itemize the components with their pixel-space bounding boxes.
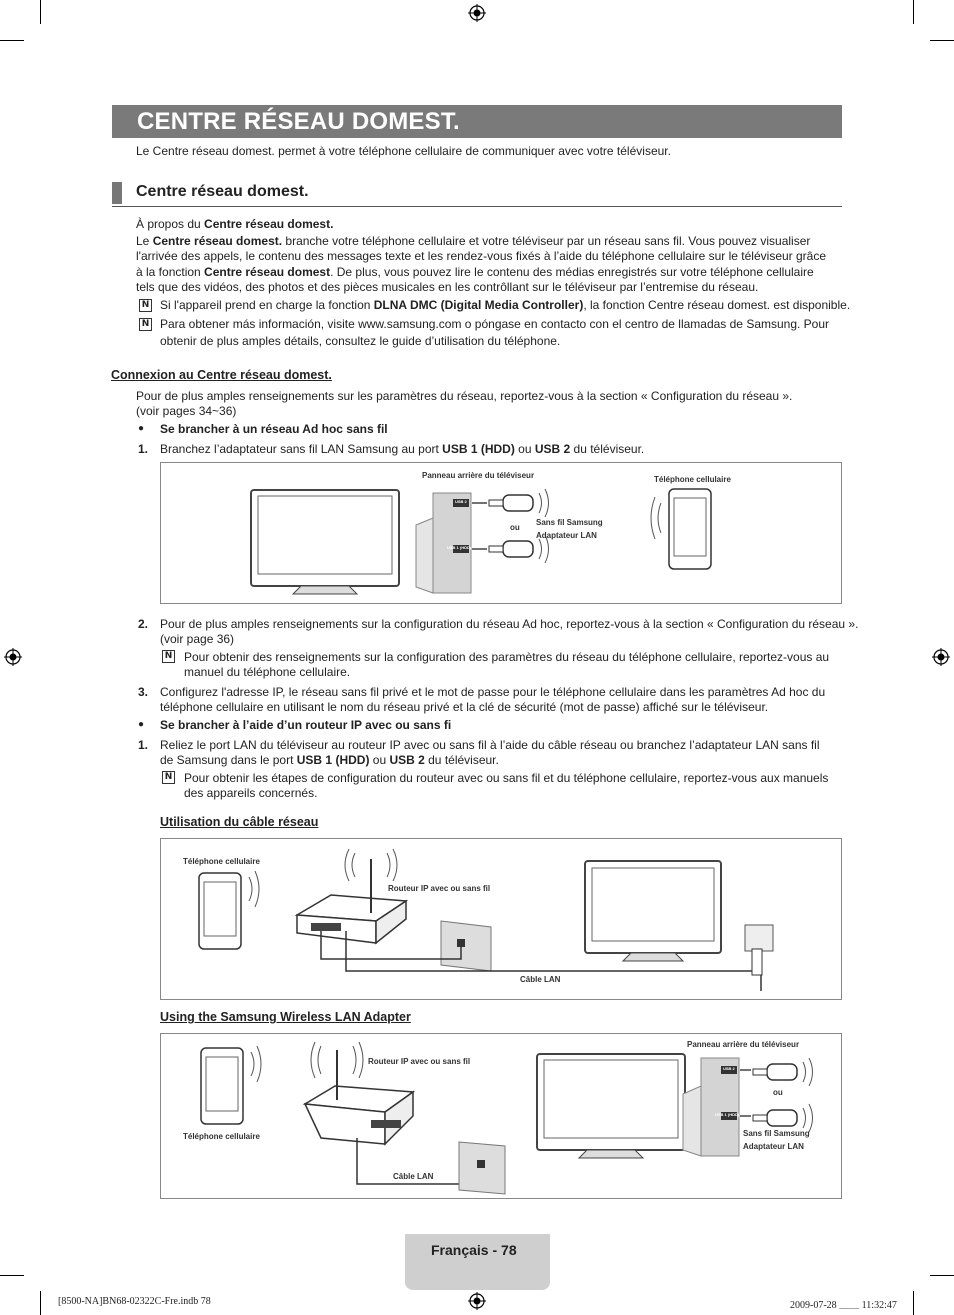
crop-mark: [913, 1291, 914, 1315]
note-text: des appareils concernés.: [184, 786, 318, 800]
note-text: Para obtener más información, visite www.samsung.com o póngase en contacto con el centro de llamadas de Samsung. Pour: [160, 317, 830, 331]
note-text: obtenir de plus amples détails, consultez le guide d’utilisation du téléphone.: [160, 334, 561, 348]
step-number: 1.: [138, 442, 149, 456]
page-title: CENTRE RÉSEAU DOMEST.: [137, 108, 460, 135]
label-usb2: USB 2: [455, 499, 467, 504]
crop-mark: [0, 40, 24, 41]
step-text: Configurez l'adresse IP, le réseau sans fil privé et le mot de passe pour le téléphone cellulaire dans les paramètres Ad hoc du: [160, 685, 826, 699]
note-text: Pour obtenir les étapes de configuration du routeur avec ou sans fil et du téléphone cellulaire, reportez-vous aux manuels: [184, 771, 829, 785]
registration-mark-icon: [4, 648, 22, 666]
about-paragraph-line: Le Centre réseau domest. branche votre téléphone cellulaire et votre téléviseur par un réseau sans fil. Vous pouvez visualiser: [136, 234, 811, 248]
note-icon: N: [139, 318, 152, 331]
crop-mark: [930, 40, 954, 41]
step-number: 1.: [138, 738, 149, 752]
registration-mark-icon: [468, 1292, 486, 1310]
step-text: Branchez l’adaptateur sans fil LAN Samsung au port USB 1 (HDD) ou USB 2 du téléviseur.: [160, 442, 645, 456]
label-cable: Câble LAN: [393, 1172, 434, 1181]
label-adapter-line2: Adaptateur LAN: [536, 531, 597, 540]
about-paragraph-line: tels que des vidéos, des photos et des pièces musicales en les contrôllant sur le téléviseur par l’entremise du réseau.: [136, 280, 759, 294]
bullet-icon: ●: [138, 423, 145, 434]
crop-mark: [40, 1291, 41, 1315]
label-or: ou: [510, 523, 520, 532]
note-text: Pour obtenir des renseignements sur la configuration des paramètres du réseau du téléphone cellulaire, reportez-vous au: [184, 650, 830, 664]
label-usb1: USB 1 (HDD): [715, 1112, 740, 1117]
bullet-text: Se brancher à un réseau Ad hoc sans fil: [160, 422, 388, 436]
step-text: Pour de plus amples renseignements sur la configuration du réseau Ad hoc, reportez-vous à la section « Configuration du réseau ».: [160, 617, 859, 631]
about-paragraph-line: l'arrivée des appels, le contenu des messages texte et les rendez-vous fixés à l’aide du téléphone cellulaire sur le téléviseur grâce: [136, 249, 827, 263]
section-marker: [112, 182, 122, 204]
diagram-cable-drawing: [161, 839, 841, 999]
note-text: Si l'appareil prend en charge la fonction DLNA DMC (Digital Media Controller), la fonction Centre réseau domest. est disponible.: [160, 298, 851, 312]
label-usb1: USB 1 (HDD): [447, 545, 472, 550]
about-line: À propos du Centre réseau domest.: [136, 217, 334, 231]
bullet-icon: ●: [138, 719, 145, 730]
note-icon: N: [162, 650, 175, 663]
diagram-adhoc: [160, 462, 842, 604]
print-date-info: 2009-07-28 ＿＿ 11:32:47: [790, 1300, 897, 1311]
connexion-intro: Pour de plus amples renseignements sur les paramètres du réseau, reportez-vous à la section « Configuration du réseau ».: [136, 389, 793, 403]
page-number: Français - 78: [431, 1242, 517, 1258]
diagram-adhoc-drawing: [161, 463, 841, 603]
print-file-info: [8500-NA]BN68-02322C-Fre.indb 78: [58, 1296, 211, 1307]
crop-mark: [0, 1275, 24, 1276]
crop-mark: [913, 0, 914, 24]
page-number-tab: [405, 1234, 550, 1290]
diagram-cable: [160, 838, 842, 1000]
diagram-adapter: [160, 1033, 842, 1199]
crop-mark: [40, 0, 41, 24]
step-text: Reliez le port LAN du téléviseur au routeur IP avec ou sans fil à l’aide du câble réseau ou branchez l’adaptateur LAN sans fil: [160, 738, 820, 752]
intro-text: Le Centre réseau domest. permet à votre téléphone cellulaire de communiquer avec votre téléviseur.: [136, 144, 671, 158]
label-phone: Téléphone cellulaire: [183, 1132, 260, 1141]
step-text: téléphone cellulaire en utilisant le nom du réseau privé et la clé de sécurité (mot de passe) affiché sur le téléviseur.: [160, 700, 769, 714]
crop-mark: [930, 1275, 954, 1276]
step-number: 3.: [138, 685, 149, 699]
note-icon: N: [162, 771, 175, 784]
note-text: manuel du téléphone cellulaire.: [184, 665, 351, 679]
cable-heading: Utilisation du câble réseau: [160, 815, 319, 829]
connexion-intro: (voir pages 34~36): [136, 404, 237, 418]
label-router: Routeur IP avec ou sans fil: [368, 1057, 471, 1066]
label-rear-panel: Panneau arrière du téléviseur: [422, 471, 535, 480]
label-adapter-line2: Adaptateur LAN: [743, 1142, 804, 1151]
label-phone: Téléphone cellulaire: [183, 857, 260, 866]
section-heading: [112, 182, 842, 207]
note-icon: N: [139, 299, 152, 312]
label-rear-panel: Panneau arrière du téléviseur: [687, 1040, 800, 1049]
step-text: (voir page 36): [160, 632, 235, 646]
registration-mark-icon: [468, 4, 486, 22]
bullet-text: Se brancher à l’aide d’un routeur IP avec ou sans fi: [160, 718, 452, 732]
label-adapter-line1: Sans fil Samsung: [536, 518, 603, 527]
section-title: Centre réseau domest.: [136, 183, 309, 200]
connexion-heading: Connexion au Centre réseau domest.: [111, 368, 332, 382]
step-text: de Samsung dans le port USB 1 (HDD) ou USB 2 du téléviseur.: [160, 753, 499, 767]
label-usb2: USB 2: [723, 1066, 735, 1071]
label-phone: Téléphone cellulaire: [654, 475, 731, 484]
adapter-heading: Using the Samsung Wireless LAN Adapter: [160, 1010, 411, 1024]
registration-mark-icon: [932, 648, 950, 666]
step-number: 2.: [138, 617, 149, 631]
page-title-bar: [112, 105, 842, 138]
label-or: ou: [773, 1088, 783, 1097]
about-paragraph-line: à la fonction Centre réseau domest. De plus, vous pouvez lire le contenu des médias enregistrés sur votre téléphone cellulaire: [136, 265, 814, 279]
label-router: Routeur IP avec ou sans fil: [388, 884, 491, 893]
label-adapter-line1: Sans fil Samsung: [743, 1129, 810, 1138]
label-cable: Câble LAN: [520, 975, 561, 984]
